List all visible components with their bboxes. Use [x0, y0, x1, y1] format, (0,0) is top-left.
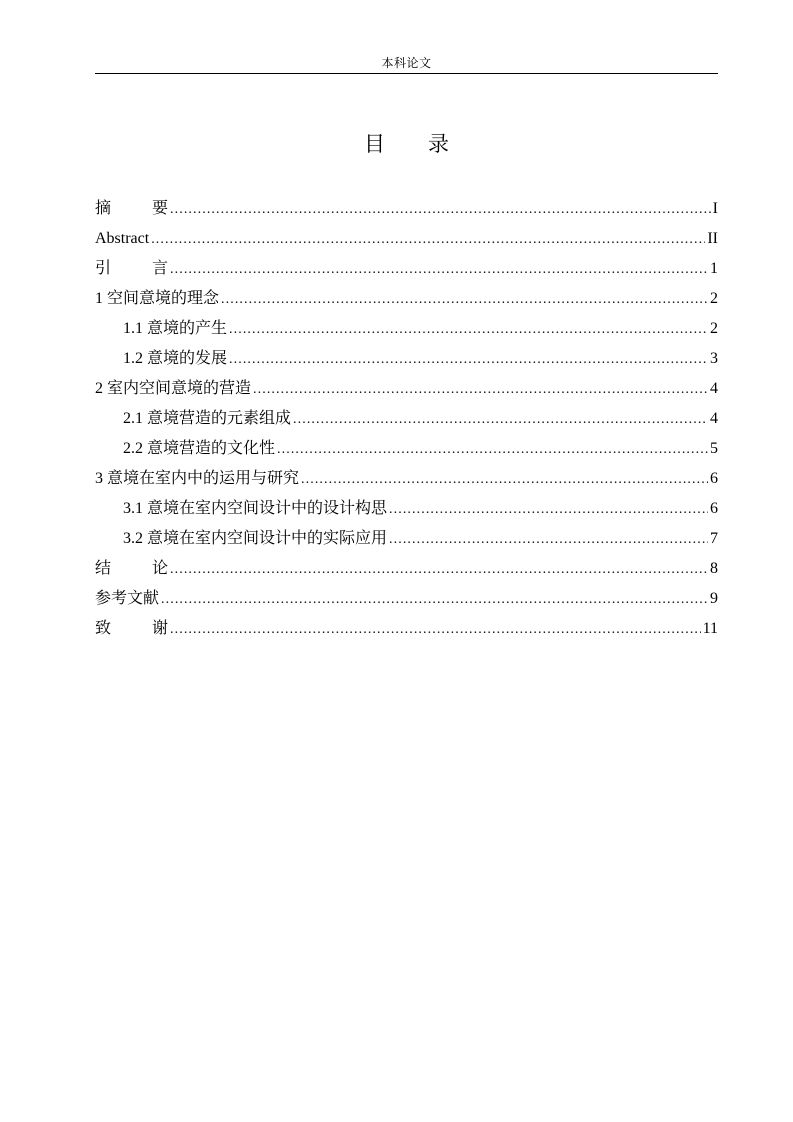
toc-entry-section-1-1[interactable]	[95, 314, 718, 344]
toc-entry-chapter-2[interactable]	[95, 374, 718, 404]
toc-entry-label: 参考文献	[95, 590, 160, 607]
toc-entry-chapter-1[interactable]	[95, 284, 718, 314]
toc-entry-label: 致谢	[95, 620, 210, 637]
toc-entry-label: 结论	[95, 560, 210, 577]
toc-entry-label: 引言	[95, 260, 210, 277]
toc-entry-page: 5	[710, 440, 718, 457]
toc-entry-page: 2	[710, 320, 718, 337]
toc-entry-page: I	[712, 200, 718, 217]
toc-entry-page: 4	[710, 380, 718, 397]
toc-leader-dots	[170, 195, 711, 225]
toc-leader-dots	[151, 225, 705, 255]
toc-entry-label: 3.2 意境在室内空间设计中的实际应用	[123, 530, 388, 547]
toc-entry-label: 1.1 意境的产生	[123, 320, 228, 337]
toc-entry-page: 3	[710, 350, 718, 367]
toc-entry-label: 3 意境在室内中的运用与研究	[95, 470, 300, 487]
header-rule	[95, 73, 718, 74]
toc-entry-section-1-2[interactable]	[95, 344, 718, 374]
toc-entry-conclusion[interactable]	[95, 554, 718, 584]
toc-leader-dots	[221, 285, 708, 315]
toc-entry-label: 3.1 意境在室内空间设计中的设计构思	[123, 500, 388, 517]
toc-entry-introduction[interactable]	[95, 254, 718, 284]
toc-leader-dots	[301, 465, 708, 495]
toc-entry-page: 6	[710, 470, 718, 487]
toc-entry-acknowledgements[interactable]	[95, 614, 718, 644]
toc-leader-dots	[389, 525, 708, 555]
toc-entry-section-2-2[interactable]	[95, 434, 718, 464]
toc-entry-page: 1	[710, 260, 718, 277]
toc-leader-dots	[170, 615, 701, 645]
toc-leader-dots	[253, 375, 708, 405]
toc-entry-references[interactable]	[95, 584, 718, 614]
toc-leader-dots	[389, 495, 708, 525]
toc-entry-label: 1.2 意境的发展	[123, 350, 228, 367]
toc-leader-dots	[161, 585, 708, 615]
toc-leader-dots	[170, 255, 708, 285]
toc-entry-page: 11	[702, 620, 718, 637]
running-header: 本科论文	[381, 56, 432, 70]
toc-entry-label: 1 空间意境的理念	[95, 290, 220, 307]
toc-title: 目录	[364, 132, 492, 156]
toc-entry-label: 2.1 意境营造的元素组成	[123, 410, 292, 427]
toc-leader-dots	[229, 315, 708, 345]
toc-entry-page: 2	[710, 290, 718, 307]
toc-entry-abstract-en[interactable]	[95, 224, 718, 254]
table-of-contents	[95, 194, 718, 644]
toc-entry-label: 2 室内空间意境的营造	[95, 380, 252, 397]
toc-entry-label: 摘要	[95, 200, 210, 217]
toc-entry-label: Abstract	[95, 230, 150, 247]
toc-entry-abstract-cn[interactable]	[95, 194, 718, 224]
toc-leader-dots	[277, 435, 708, 465]
toc-leader-dots	[293, 405, 708, 435]
toc-entry-page: 9	[710, 590, 718, 607]
toc-leader-dots	[170, 555, 708, 585]
toc-entry-page: 4	[710, 410, 718, 427]
toc-entry-page: II	[707, 230, 718, 247]
toc-entry-page: 7	[710, 530, 718, 547]
toc-entry-section-3-2[interactable]	[95, 524, 718, 554]
toc-entry-section-3-1[interactable]	[95, 494, 718, 524]
toc-entry-page: 8	[710, 560, 718, 577]
toc-entry-page: 6	[710, 500, 718, 517]
toc-entry-chapter-3[interactable]	[95, 464, 718, 494]
toc-entry-section-2-1[interactable]	[95, 404, 718, 434]
toc-leader-dots	[229, 345, 708, 375]
toc-entry-label: 2.2 意境营造的文化性	[123, 440, 276, 457]
